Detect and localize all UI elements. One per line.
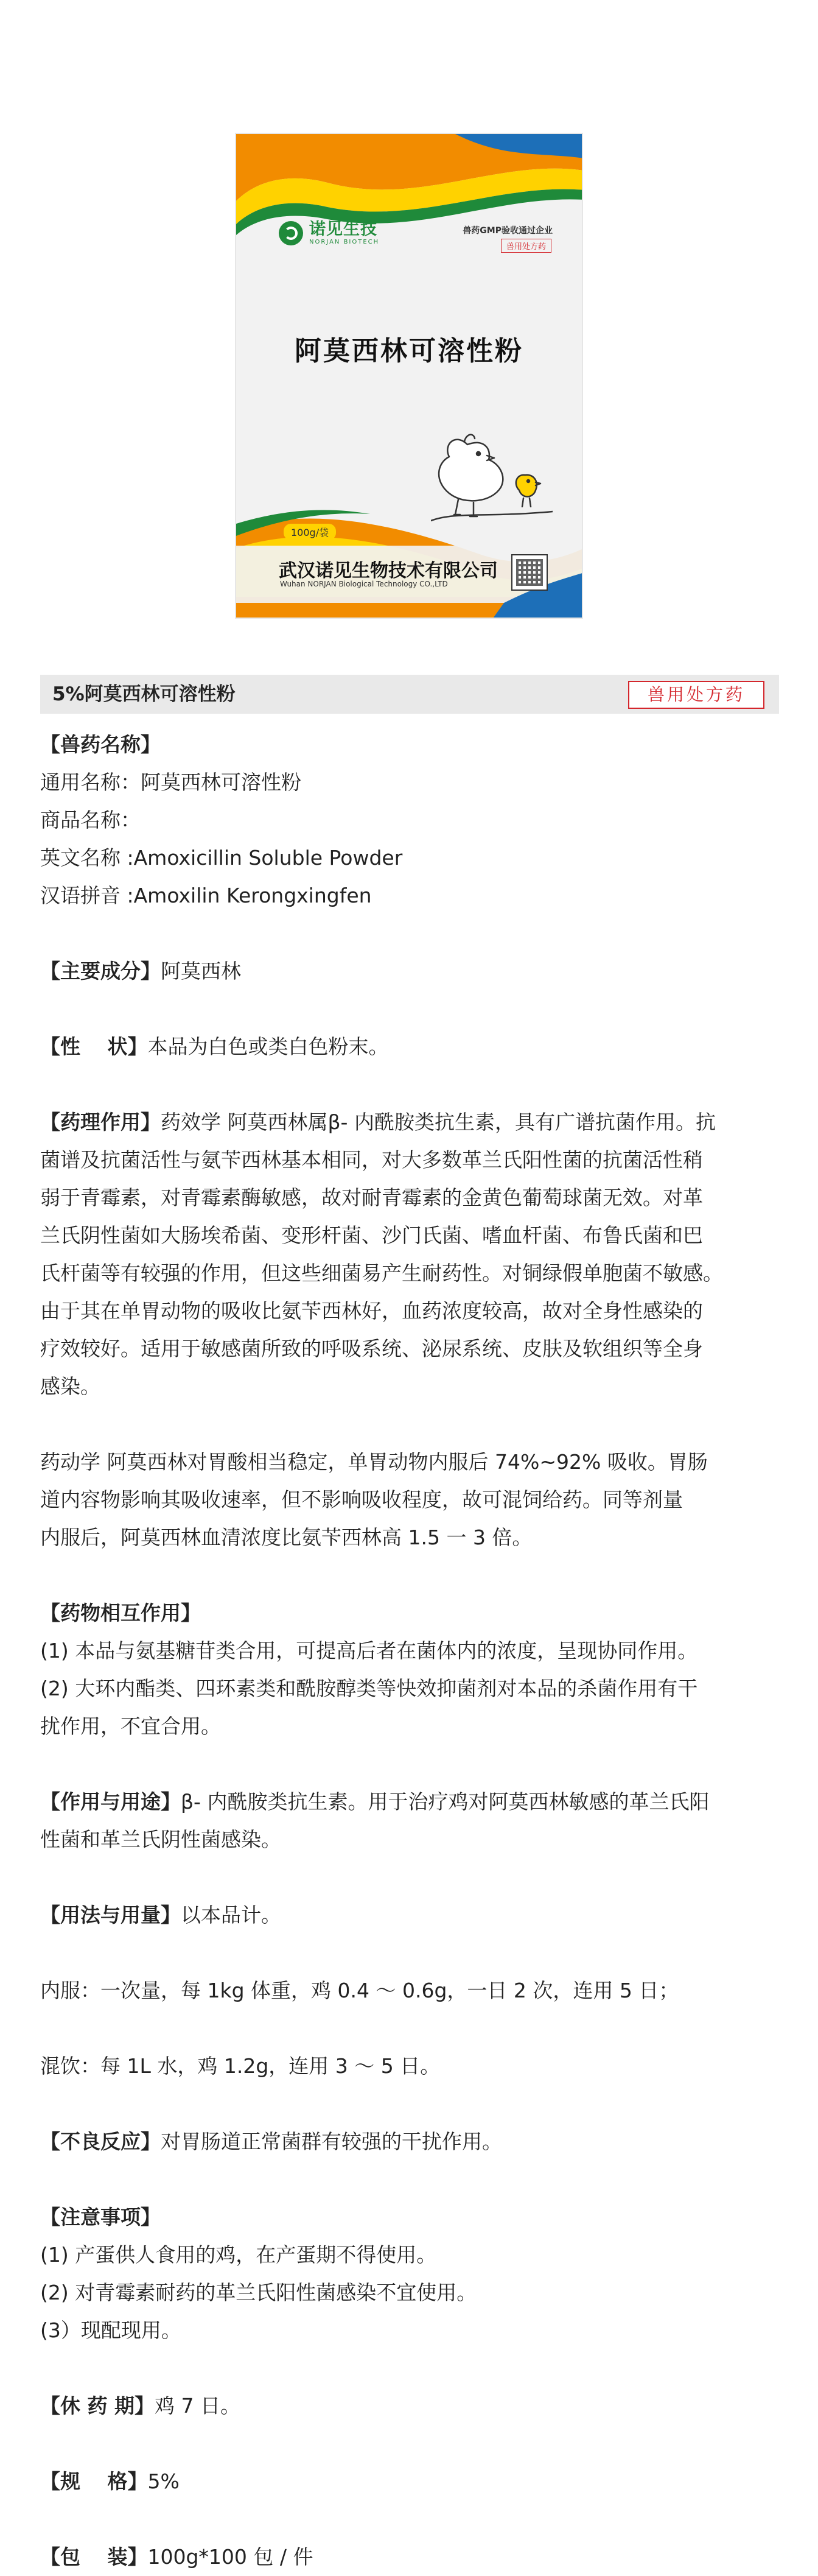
withdrawal-line xyxy=(40,2387,780,2425)
english-name-line: 英文名称 :Amoxicillin Soluble Powder xyxy=(40,846,403,870)
precaution-line: (3）现配现用。 xyxy=(40,2318,181,2342)
brand-name-en: NORJAN BIOTECH xyxy=(309,239,380,245)
section-heading-packing: 【包 装】 xyxy=(40,2545,148,2569)
pharmacokinetics-line: 道内容物影响其吸收速率，但不影响吸收程度，故可混饲给药。同等剂量 xyxy=(40,1488,683,1511)
trade-name-line: 商品名称： xyxy=(40,808,141,832)
pharmacology-line: 弱于青霉素，对青霉素酶敏感，故对耐青霉素的金黄色葡萄球菌无效。对革 xyxy=(40,1186,703,1209)
pharmacokinetics-line: 内服后，阿莫西林血清浓度比氨苄西林高 1.5 一 3 倍。 xyxy=(40,1526,533,1549)
dosage-oral-line: 内服：一次量，每 1kg 体重，鸡 0.4 ～ 0.6g，一日 2 次，连用 5 日； xyxy=(40,1979,679,2002)
dosage-drink-line: 混饮：每 1L 水，鸡 1.2g，连用 3 ～ 5 日。 xyxy=(40,2054,441,2078)
property-text: 本品为白色或类白色粉末。 xyxy=(147,1035,389,1058)
ingredient-text: 阿莫西林 xyxy=(161,959,241,983)
section-heading-vet-name: 【兽药名称】 xyxy=(40,733,161,756)
indication-first-line xyxy=(40,1783,780,1821)
section-heading-indication: 【作用与用途】 xyxy=(40,1790,181,1814)
brand-logo xyxy=(279,220,379,246)
chicken-illustration-icon xyxy=(431,420,553,524)
gmp-label: 兽药GMP验收通过企业 xyxy=(463,226,553,236)
pharmacology-first-line xyxy=(40,1103,780,1141)
packing-text: 100g*100 包 / 件 xyxy=(147,2545,313,2569)
interaction-line: 扰作用，不宜合用。 xyxy=(40,1714,221,1738)
package-company-cn: 武汉诺见生物技术有限公司 xyxy=(279,560,498,582)
pharmacology-line: 疗效较好。适用于敏感菌所致的呼吸系统、泌尿系统、皮肤及软组织等全身 xyxy=(40,1337,703,1360)
qr-code-icon xyxy=(511,554,548,591)
product-title: 5%阿莫西林可溶性粉 xyxy=(52,683,236,705)
section-heading-precautions: 【注意事项】 xyxy=(40,2205,161,2229)
adverse-line xyxy=(40,2123,780,2161)
pharmacology-line: 兰氏阴性菌如大肠埃希菌、变形杆菌、沙门氏菌、嗜血杆菌、布鲁氏菌和巴 xyxy=(40,1223,703,1247)
ingredient-line xyxy=(40,952,780,990)
brand-logo-icon xyxy=(279,221,303,245)
section-heading-pharmacology: 【药理作用】 xyxy=(40,1110,161,1134)
product-title-bar xyxy=(40,675,779,714)
withdrawal-text: 鸡 7 日。 xyxy=(154,2394,240,2418)
product-package-image xyxy=(235,133,583,619)
package-weight-label: 100g/袋 xyxy=(284,524,336,540)
precaution-line: (2) 对青霉素耐药的革兰氏阳性菌感染不宜使用。 xyxy=(40,2281,477,2304)
packing-line xyxy=(40,2538,780,2576)
pharmacology-line: 由于其在单胃动物的吸收比氨苄西林好，血药浓度较高，故对全身性感染的 xyxy=(40,1299,703,1323)
pinyin-name-line: 汉语拼音 :Amoxilin Kerongxingfen xyxy=(40,884,372,907)
section-heading-property: 【性 状】 xyxy=(40,1035,148,1058)
section-heading-adverse: 【不良反应】 xyxy=(40,2130,161,2153)
interaction-line: (2) 大环内酯类、四环素类和酰胺醇类等快效抑菌剂对本品的杀菌作用有干 xyxy=(40,1677,698,1700)
property-line xyxy=(40,1028,780,1066)
section-heading-dosage: 【用法与用量】 xyxy=(40,1903,181,1927)
pharmacokinetics-line: 药动学 阿莫西林对胃酸相当稳定，单胃动物内服后 74%~92% 吸收。胃肠 xyxy=(40,1450,708,1474)
pharmacology-line: 菌谱及抗菌活性与氨苄西林基本相同，对大多数革兰氏阳性菌的抗菌活性稍 xyxy=(40,1148,703,1172)
package-company-en: Wuhan NORJAN Biological Technology CO.,LTD xyxy=(280,580,448,588)
dosage-text: 以本品计。 xyxy=(181,1903,281,1927)
package-rx-label: 兽用处方药 xyxy=(501,239,551,253)
section-heading-ingredient: 【主要成分】 xyxy=(40,959,161,983)
instruction-content xyxy=(40,726,780,2576)
indication-text: β- 内酰胺类抗生素。用于治疗鸡对阿莫西林敏感的革兰氏阳 xyxy=(181,1790,710,1814)
pharmacology-line: 感染。 xyxy=(40,1374,100,1398)
section-heading-interaction: 【药物相互作用】 xyxy=(40,1601,201,1625)
pharmacology-text: 药效学 阿莫西林属β- 内酰胺类抗生素，具有广谱抗菌作用。抗 xyxy=(161,1110,716,1134)
pharmacology-line: 氏杆菌等有较强的作用，但这些细菌易产生耐药性。对铜绿假单胞菌不敏感。 xyxy=(40,1261,723,1285)
section-heading-withdrawal: 【休 药 期】 xyxy=(40,2394,155,2418)
dosage-line xyxy=(40,1896,780,1934)
brand-name-cn: 诺见生技 xyxy=(309,220,377,239)
rx-badge: 兽用处方药 xyxy=(628,681,764,709)
spec-text: 5% xyxy=(147,2469,180,2493)
interaction-line: (1) 本品与氨基糖苷类合用，可提高后者在菌体内的浓度，呈现协同作用。 xyxy=(40,1639,698,1663)
adverse-text: 对胃肠道正常菌群有较强的干扰作用。 xyxy=(161,2130,502,2153)
generic-name-line: 通用名称：阿莫西林可溶性粉 xyxy=(40,770,301,794)
package-color-bands xyxy=(236,134,583,619)
section-heading-spec: 【规 格】 xyxy=(40,2469,148,2493)
package-product-title: 阿莫西林可溶性粉 xyxy=(295,336,523,367)
indication-line: 性菌和革兰氏阴性菌感染。 xyxy=(40,1828,281,1851)
spec-line xyxy=(40,2463,780,2500)
precaution-line: (1) 产蛋供人食用的鸡，在产蛋期不得使用。 xyxy=(40,2243,437,2267)
package-card xyxy=(235,133,583,619)
